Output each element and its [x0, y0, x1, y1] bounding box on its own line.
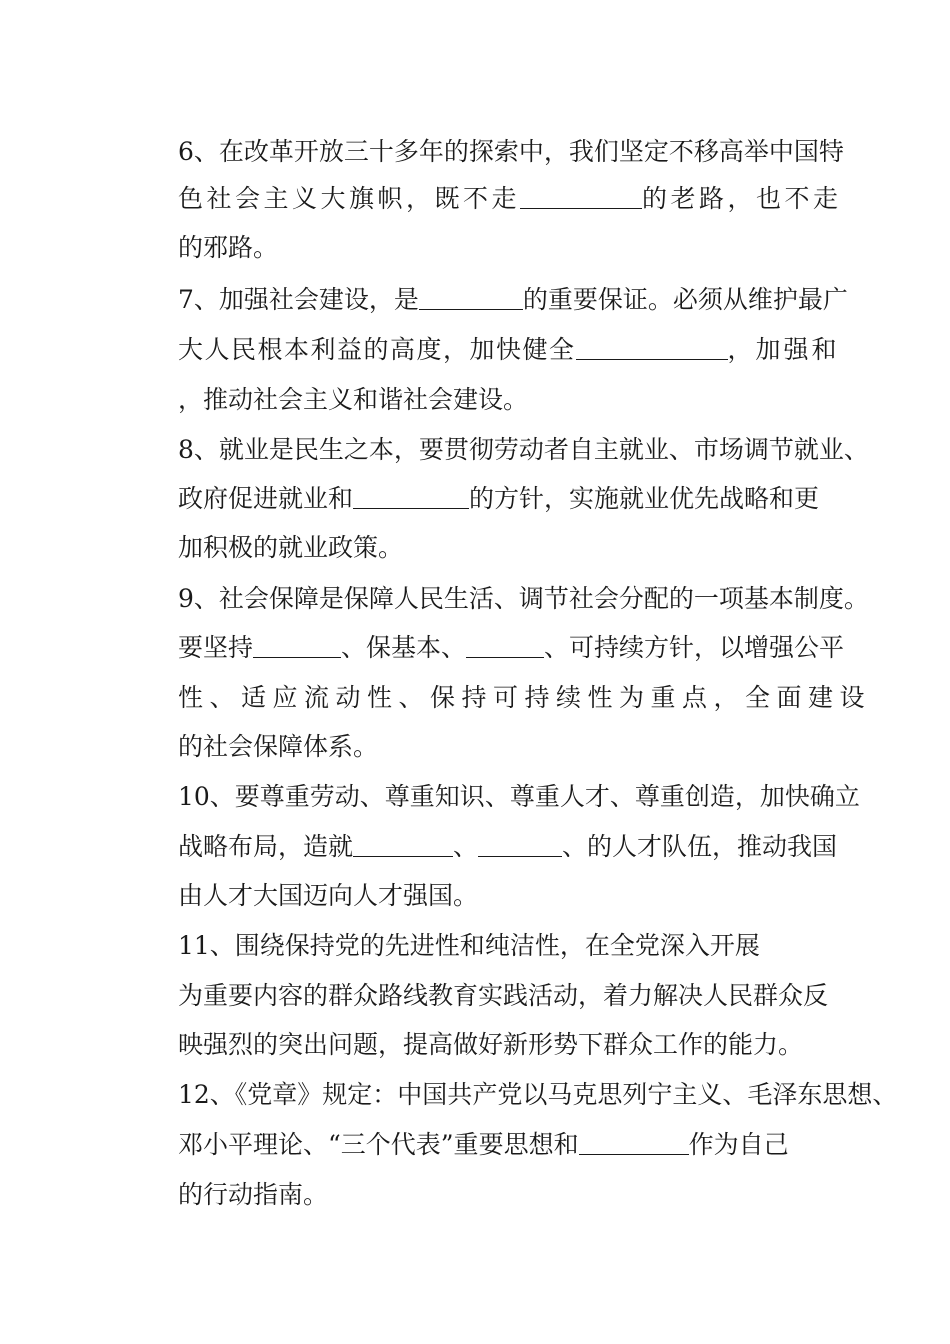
fill-blank[interactable]: [576, 337, 728, 360]
fill-blank[interactable]: [419, 287, 523, 310]
q7-line-3: ，推动社会主义和谐社会建设。: [178, 385, 529, 414]
q9-line-3: 性、适应流动性、保持可持续性为重点，全面建设: [178, 683, 872, 712]
fill-blank[interactable]: [478, 834, 562, 857]
q9-line-2: 要坚持 、保基本、 、可持续方针，以增强公平: [178, 633, 845, 662]
q11-line-1: 11、围绕保持党的先进性和纯洁性，在全党深入开展: [178, 931, 760, 960]
q8-line-3: 加积极的就业政策。: [178, 533, 404, 562]
fill-blank[interactable]: [353, 834, 453, 857]
fill-blank[interactable]: [520, 186, 642, 209]
fill-blank[interactable]: [353, 486, 469, 509]
q11-line-2: 为重要内容的群众路线教育实践活动，着力解决人民群众反: [178, 981, 829, 1010]
q11-line-3: 映强烈的突出问题，提高做好新形势下群众工作的能力。: [178, 1030, 804, 1059]
fill-blank[interactable]: [466, 635, 544, 658]
q8-line-2: 政府促进就业和 的方针，实施就业优先战略和更: [178, 484, 820, 513]
q6-line-3: 的邪路。: [178, 233, 279, 262]
q7-line-2: 大人民根本利益的高度，加快健全 ，加强和: [178, 335, 840, 364]
q12-line-1: 12、《党章》规定：中国共产党以马克思列宁主义、毛泽东思想、: [178, 1080, 898, 1109]
fill-blank[interactable]: [253, 635, 341, 658]
q12-line-2: 邓小平理论、“三个代表”重要思想和 作为自己: [178, 1130, 789, 1159]
q7-line-1: 7、加强社会建设，是 的重要保证。必须从维护最广: [178, 285, 848, 314]
q12-line-3: 的行动指南。: [178, 1180, 329, 1209]
q6-line-2: 色社会主义大旗帜，既不走 的老路，也不走: [178, 184, 842, 213]
q10-line-1: 10、要尊重劳动、尊重知识、尊重人才、尊重创造，加快确立: [178, 782, 860, 811]
q10-line-3: 由人才大国迈向人才强国。: [178, 881, 479, 910]
q8-line-1: 8、就业是民生之本，要贯彻劳动者自主就业、市场调节就业、: [178, 435, 869, 464]
q10-line-2: 战略布局，造就 、 、的人才队伍，推动我国: [178, 832, 838, 861]
q9-line-4: 的社会保障体系。: [178, 732, 379, 761]
fill-blank[interactable]: [579, 1132, 689, 1155]
q6-line-1: 6、在改革开放三十多年的探索中，我们坚定不移高举中国特: [178, 137, 844, 166]
q9-line-1: 9、社会保障是保障人民生活、调节社会分配的一项基本制度。: [178, 584, 869, 613]
